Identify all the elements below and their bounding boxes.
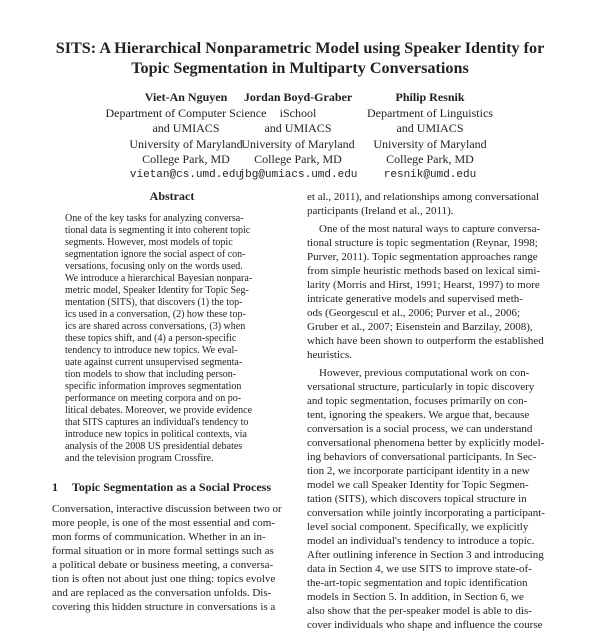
author-city: College Park, MD	[386, 152, 474, 167]
body-line: Gruber et al., 2007; Eisenstein and Barzilay, 2008),	[307, 321, 533, 333]
abstract-line: analysis of the 2008 US presidential debates	[65, 441, 243, 452]
body-line: heuristics.	[307, 349, 352, 361]
body-line: cover individuals who shape and influence the course	[307, 619, 543, 631]
abstract-line: We introduce a hierarchical Bayesian nonpara-	[65, 273, 253, 284]
abstract-line: tional data is segmenting it into coherent topic	[65, 225, 251, 236]
section-number: 1	[52, 480, 58, 494]
body-line: tion 2, we incorporate participant identity in a new	[307, 465, 530, 477]
body-line: After outlining inference in Section 3 and introducing	[307, 549, 544, 561]
body-line: larity (Morris and Hirst, 1991; Hearst, 1997) to more	[307, 279, 540, 291]
abstract-heading: Abstract	[149, 189, 195, 203]
body-line: and topic segmentation, focuses primarily on con-	[307, 395, 528, 407]
abstract-line: tion models to show that including person-	[65, 369, 237, 380]
author-email[interactable]: resnik@umd.edu	[383, 168, 477, 181]
body-line: models in Section 5. In addition, in Section 6, we	[307, 591, 524, 603]
body-line: and are replaced as the conversation unfolds. Dis-	[52, 587, 272, 599]
author-department: iSchool	[279, 105, 317, 120]
abstract-line: mentation (SITS), that discovers (1) the top-	[65, 297, 243, 308]
section-title: Topic Segmentation as a Social Process	[72, 480, 272, 494]
body-line: versational structure, particularly in topic discovery	[307, 381, 535, 393]
body-line: ing behaviors of conversational participants. In Sec-	[307, 451, 537, 463]
body-line: model an individual's tendency to introduce a topic.	[307, 535, 535, 547]
body-line: the-art-topic segmentation and topic identification	[307, 577, 528, 589]
author-name: Philip Resnik	[395, 90, 465, 104]
abstract-line: performance on meeting corpora and on po-	[65, 393, 242, 404]
body-line: also show that the per-speaker model is able to dis-	[307, 605, 532, 617]
body-line: model we call Speaker Identity for Topic Segmen-	[307, 479, 529, 491]
body-line: et al., 2011), and relationships among conversational	[307, 191, 540, 203]
body-line: participants (Ireland et al., 2011).	[307, 205, 454, 217]
body-line: tation (SITS), which discovers topical structure in	[307, 493, 527, 505]
body-line: tent, ignoring the speakers. We argue that, because	[307, 409, 530, 421]
body-line: mon forms of communication. Whether in an in-	[52, 531, 266, 543]
body-line: which have been shown to outperform the established	[307, 335, 544, 347]
author-unit: and UMIACS	[264, 121, 332, 136]
author-name: Viet-An Nguyen	[144, 90, 228, 104]
abstract-line: One of the key tasks for analyzing conversa-	[65, 213, 244, 224]
author-block	[330, 90, 530, 184]
author-city: College Park, MD	[254, 152, 342, 167]
paper-title	[40, 38, 560, 78]
abstract-line: these topics shift, and (4) a person-specific	[65, 333, 237, 344]
body-line: However, previous computational work on con-	[319, 367, 530, 379]
body-line: ods (Georgescul et al., 2006; Purver et al., 2006;	[307, 307, 521, 319]
author-unit: and UMIACS	[152, 121, 220, 136]
body-line: level social component. Specifically, we explicitly	[307, 521, 529, 533]
abstract-line: segmentation ignore the social aspect of con-	[65, 249, 246, 260]
abstract-line: introduce new topics in political contexts, via	[65, 429, 247, 440]
title-line: Topic Segmentation in Multiparty Conversations	[131, 59, 469, 77]
body-line: Purver, 2011). Topic segmentation approaches range	[307, 251, 538, 263]
body-line: intricate generative models and supervised meth-	[307, 293, 523, 305]
body-line: One of the most natural ways to capture conversa-	[319, 223, 541, 235]
body-line: from simple heuristic methods based on lexical simi-	[307, 265, 541, 277]
body-line: a political debate or business meeting, a conversa-	[52, 559, 274, 571]
author-name: Jordan Boyd-Graber	[243, 90, 353, 104]
author-university: University of Maryland	[129, 136, 243, 151]
author-city: College Park, MD	[142, 152, 230, 167]
body-line: tion is often not about just one thing: topics evolve	[52, 573, 276, 585]
abstract-line: specific information improves segmentation	[65, 381, 242, 392]
body-line: formal situation or in more formal settings such as	[52, 545, 274, 557]
abstract-line: litical debates. Moreover, we provide evidence	[65, 405, 253, 416]
body-line: data in Section 4, we use SITS to improve state-of-	[307, 563, 532, 575]
abstract-line: versations, focusing only on the words used.	[65, 261, 243, 272]
body-line: Conversation, interactive discussion between two or	[52, 503, 282, 515]
author-department: Department of Computer Science	[105, 105, 267, 120]
author-unit: and UMIACS	[396, 121, 464, 136]
title-line: SITS: A Hierarchical Nonparametric Model using Speaker Identity for	[55, 39, 545, 57]
abstract-line: tendency to introduce new topics. We eval-	[65, 345, 238, 356]
abstract-line: ics used in a conversation, (2) how these top-	[65, 309, 246, 320]
body-line: more people, is one of the most essential and com-	[52, 517, 275, 529]
body-line: conversational phenomena better by explicitly model-	[307, 437, 545, 449]
author-email[interactable]: jbg@umiacs.umd.edu	[238, 168, 358, 181]
body-line: conversation while jointly incorporating a participant-	[307, 507, 545, 519]
body-line: conversation is a social process, we can understand	[307, 423, 533, 435]
abstract-line: and the television program Crossfire.	[65, 453, 214, 464]
body-line: covering this hidden structure in conversations is a	[52, 601, 276, 613]
author-university: University of Maryland	[241, 136, 355, 151]
author-email[interactable]: vietan@cs.umd.edu	[129, 168, 243, 181]
abstract-line: that SITS captures an individual's tendency to	[65, 417, 249, 428]
body-line: tional structure is topic segmentation (Reynar, 1998;	[307, 237, 538, 249]
abstract-line: ics are shared across conversations, (3) when	[65, 321, 246, 332]
abstract-line: metric model, Speaker Identity for Topic Seg-	[65, 285, 249, 296]
author-department: Department of Linguistics	[367, 105, 493, 120]
abstract-line: uate against current unsupervised segmenta-	[65, 357, 243, 368]
abstract-line: segments. However, most models of topic	[65, 237, 233, 248]
section-heading	[52, 480, 271, 495]
author-university: University of Maryland	[373, 136, 487, 151]
